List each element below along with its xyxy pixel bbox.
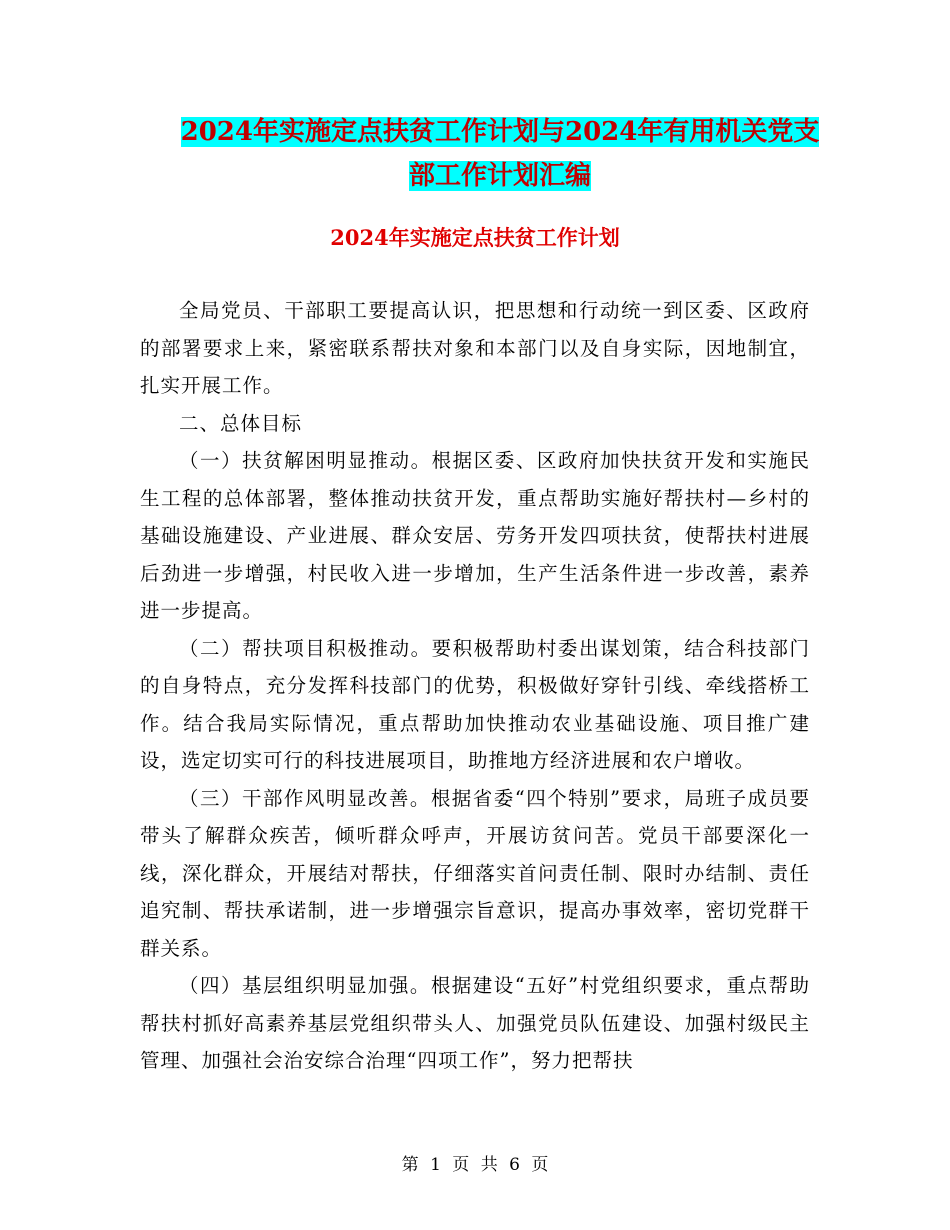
title-line-2: 部工作计划汇编 xyxy=(408,161,591,191)
title-line-1: 2024年实施定点扶贫工作计划与2024年有用机关党支 xyxy=(180,117,820,147)
document-title xyxy=(140,110,860,198)
document-body xyxy=(140,292,810,1080)
section-title: 2024年实施定点扶贫工作计划 xyxy=(330,225,620,250)
paragraph: （一）扶贫解困明显推动。根据区委、区政府加快扶贫开发和实施民生工程的总体部署，整体推动扶贫开发，重点帮助实施好帮扶村—乡村的基础设施建设、产业进展、群众安居、劳务开发四项扶贫，使帮扶村进展后劲进一步增强，村民收入进一步增加，生产生活条件进一步改善，素养进一步提高。 xyxy=(140,449,810,622)
paragraph: （三）干部作风明显改善。根据省委“四个特别”要求，局班子成员要带头了解群众疾苦，倾听群众呼声，开展访贫问苦。党员干部要深化一线，深化群众，开展结对帮扶，仔细落实首问责任制、限时办结制、责任追究制、帮扶承诺制，进一步增强宗旨意识，提高办事效率，密切党群干群关系。 xyxy=(140,786,810,960)
paragraph: 全局党员、干部职工要提高认识，把思想和行动统一到区委、区政府的部署要求上来，紧密联系帮扶对象和本部门以及自身实际，因地制宜，扎实开展工作。 xyxy=(140,299,810,397)
page-footer: 第 1 页 共 6 页 xyxy=(401,1155,549,1175)
paragraph: （四）基层组织明显加强。根据建设“五好”村党组织要求，重点帮助帮扶村抓好高素养基层党组织带头人、加强党员队伍建设、加强村级民主管理、加强社会治安综合治理“四项工作”，努力把帮扶 xyxy=(140,974,810,1072)
paragraph: （二）帮扶项目积极推动。要积极帮助村委出谋划策，结合科技部门的自身特点，充分发挥科技部门的优势，积极做好穿针引线、牵线搭桥工作。结合我局实际情况，重点帮助加快推动农业基础设施、项目推广建设，选定切实可行的科技进展项目，助推地方经济进展和农户增收。 xyxy=(140,636,810,772)
paragraph-heading: 二、总体目标 xyxy=(179,411,303,435)
